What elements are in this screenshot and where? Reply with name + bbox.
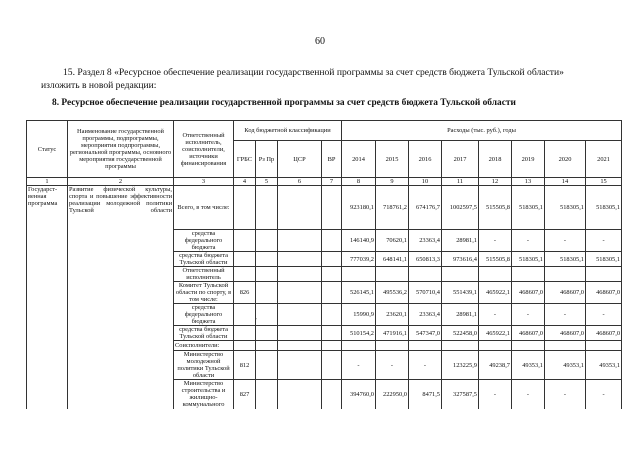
cell-value: - bbox=[409, 351, 442, 380]
table-row bbox=[27, 267, 622, 282]
cell-value: 222950,0 bbox=[376, 380, 409, 409]
cell-value: - bbox=[342, 351, 376, 380]
cell-value: 49353,1 bbox=[586, 351, 622, 380]
cell-value: 15990,9 bbox=[342, 304, 376, 326]
row-label: Комитет Тульской области по спорту, в том числе: bbox=[174, 282, 234, 304]
cell-grbs bbox=[234, 186, 256, 230]
cell-value: 327587,5 bbox=[442, 380, 479, 409]
cell-value: 648141,1 bbox=[376, 252, 409, 267]
cell-value: 510154,2 bbox=[342, 326, 376, 341]
cell-value: 650813,3 bbox=[409, 252, 442, 267]
header-year: 2017 bbox=[442, 141, 479, 178]
row-label: Министерство молодежной политики Тульской области bbox=[174, 351, 234, 380]
cell-value: 522458,0 bbox=[442, 326, 479, 341]
cell-value: - bbox=[545, 230, 586, 252]
row-label: средства бюджета Тульской области bbox=[174, 326, 234, 341]
page-number: 60 bbox=[315, 36, 325, 47]
cell-value: 468607,0 bbox=[512, 282, 545, 304]
column-number: 13 bbox=[512, 178, 545, 186]
row-label: Ответственный исполнитель bbox=[174, 267, 234, 282]
cell-value: - bbox=[545, 304, 586, 326]
column-number: 5 bbox=[256, 178, 278, 186]
column-number: 9 bbox=[376, 178, 409, 186]
header-budget-code: Код бюджетной классификации bbox=[234, 121, 342, 141]
table-row bbox=[27, 341, 622, 351]
row-label: средства федерального бюджета bbox=[174, 304, 234, 326]
cell-grbs bbox=[234, 252, 256, 267]
cell-value: 777039,2 bbox=[342, 252, 376, 267]
cell-value: 49238,7 bbox=[479, 351, 512, 380]
cell-value: 973616,4 bbox=[442, 252, 479, 267]
cell-grbs bbox=[234, 326, 256, 341]
cell-value: 23620,1 bbox=[376, 304, 409, 326]
header-csr: ЦСР bbox=[278, 141, 322, 178]
cell-value: - bbox=[512, 380, 545, 409]
cell-value: 547347,0 bbox=[409, 326, 442, 341]
cell-value: 923180,1 bbox=[342, 186, 376, 230]
cell-value: 465922,1 bbox=[479, 282, 512, 304]
cell-value: - bbox=[479, 380, 512, 409]
cell-value: 518305,1 bbox=[586, 252, 622, 267]
cell-grbs: 827 bbox=[234, 380, 256, 409]
cell-value: 468607,0 bbox=[586, 326, 622, 341]
cell-value: 468607,0 bbox=[545, 326, 586, 341]
cell-value: 123225,9 bbox=[442, 351, 479, 380]
header-year: 2018 bbox=[479, 141, 512, 178]
cell-value: 515505,8 bbox=[479, 252, 512, 267]
cell-value: 495536,2 bbox=[376, 282, 409, 304]
cell-value: - bbox=[512, 304, 545, 326]
table-row bbox=[27, 326, 622, 341]
header-year: 2015 bbox=[376, 141, 409, 178]
table-row bbox=[27, 186, 622, 230]
program-status: Государст-венная программа bbox=[27, 186, 68, 230]
cell-value: - bbox=[586, 304, 622, 326]
cell-value: 1002597,5 bbox=[442, 186, 479, 230]
column-number: 6 bbox=[278, 178, 322, 186]
cell-value: - bbox=[586, 380, 622, 409]
cell-value: 674176,7 bbox=[409, 186, 442, 230]
cell-value: 515505,8 bbox=[479, 186, 512, 230]
row-label: Министерство строительства и жилищно-коммунального bbox=[174, 380, 234, 409]
table-row bbox=[27, 282, 622, 304]
header-responsible: Ответственный исполнитель, соисполнители, источники финансирования bbox=[174, 121, 234, 178]
header-year: 2016 bbox=[409, 141, 442, 178]
column-number: 14 bbox=[545, 178, 586, 186]
column-number: 3 bbox=[174, 178, 234, 186]
column-number: 15 bbox=[586, 178, 622, 186]
header-rzpr: Рз Пр bbox=[256, 141, 278, 178]
cell-value: - bbox=[545, 380, 586, 409]
column-number: 10 bbox=[409, 178, 442, 186]
cell-value: 146140,9 bbox=[342, 230, 376, 252]
section-heading: 8. Ресурсное обеспечение реализации государственной программы за счет средств бюджета Тульской области bbox=[52, 98, 516, 108]
header-year: 2021 bbox=[586, 141, 622, 178]
cell-value: 465922,1 bbox=[479, 326, 512, 341]
cell-value: 28981,1 bbox=[442, 230, 479, 252]
table-row bbox=[27, 304, 622, 326]
column-number: 7 bbox=[322, 178, 342, 186]
header-expenses: Расходы (тыс. руб.), годы bbox=[342, 121, 622, 141]
cell-value: 526145,1 bbox=[342, 282, 376, 304]
cell-value: 570710,4 bbox=[409, 282, 442, 304]
cell-value: 28981,1 bbox=[442, 304, 479, 326]
cell-value: 551439,1 bbox=[442, 282, 479, 304]
cell-value: 23363,4 bbox=[409, 304, 442, 326]
cell-value: - bbox=[512, 230, 545, 252]
cell-value: - bbox=[376, 351, 409, 380]
cell-grbs: 826 bbox=[234, 282, 256, 304]
header-grbs: ГРБС bbox=[234, 141, 256, 178]
header-year: 2020 bbox=[545, 141, 586, 178]
cell-value: - bbox=[479, 304, 512, 326]
program-name: Развитие физической культуры, спорта и повышение эффективности реализации молодежной политики Тульской области bbox=[68, 186, 174, 230]
header-name: Наименование государственной программы, подпрограммы, мероприятия подпрограммы, региональной программы, основного мероприятия государственной программы bbox=[68, 121, 174, 178]
cell-value: 518305,1 bbox=[586, 186, 622, 230]
column-number: 12 bbox=[479, 178, 512, 186]
cell-value: 49353,1 bbox=[512, 351, 545, 380]
cell-grbs bbox=[234, 304, 256, 326]
table-row bbox=[27, 351, 622, 380]
cell-value: 468607,0 bbox=[545, 282, 586, 304]
cell-value: - bbox=[479, 230, 512, 252]
table-row bbox=[27, 230, 622, 252]
cell-value: 518305,1 bbox=[545, 186, 586, 230]
cell-value: 518305,1 bbox=[545, 252, 586, 267]
cell-value: 23363,4 bbox=[409, 230, 442, 252]
header-year: 2014 bbox=[342, 141, 376, 178]
table-row bbox=[27, 380, 622, 409]
cell-value: 468607,0 bbox=[512, 326, 545, 341]
intro-paragraph: 15. Раздел 8 «Ресурсное обеспечение реализации государственной программы за счет средств бюджета Тульской области» изложить в новой редакции: bbox=[41, 67, 564, 91]
column-number: 4 bbox=[234, 178, 256, 186]
column-number: 11 bbox=[442, 178, 479, 186]
table-row bbox=[27, 252, 622, 267]
cell-value: 394760,0 bbox=[342, 380, 376, 409]
header-vr: ВР bbox=[322, 141, 342, 178]
column-number: 1 bbox=[27, 178, 68, 186]
row-label: средства федерального бюджета bbox=[174, 230, 234, 252]
cell-value: 718761,2 bbox=[376, 186, 409, 230]
column-number: 2 bbox=[68, 178, 174, 186]
row-label: Всего, в том числе: bbox=[174, 186, 234, 230]
cell-value: 518305,1 bbox=[512, 252, 545, 267]
header-status: Статус bbox=[27, 121, 68, 178]
scan-speck: ' bbox=[256, 318, 258, 324]
cell-value: 70620,1 bbox=[376, 230, 409, 252]
cell-value: 471916,1 bbox=[376, 326, 409, 341]
row-label: Соисполнители: bbox=[174, 341, 234, 351]
row-label: средства бюджета Тульской области bbox=[174, 252, 234, 267]
cell-value: 518305,1 bbox=[512, 186, 545, 230]
cell-value: 49353,1 bbox=[545, 351, 586, 380]
column-number: 8 bbox=[342, 178, 376, 186]
header-year: 2019 bbox=[512, 141, 545, 178]
cell-value: 8471,5 bbox=[409, 380, 442, 409]
cell-value: 468607,0 bbox=[586, 282, 622, 304]
cell-grbs: 812 bbox=[234, 351, 256, 380]
cell-value: - bbox=[586, 230, 622, 252]
resource-table bbox=[26, 120, 622, 409]
cell-grbs bbox=[234, 230, 256, 252]
